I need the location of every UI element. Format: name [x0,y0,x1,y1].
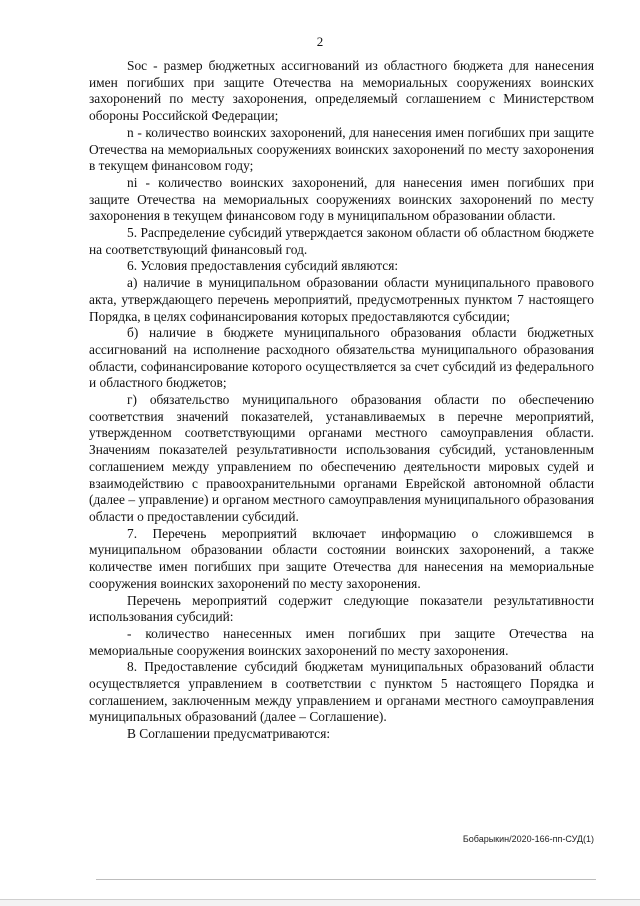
paragraph-soc-definition: Soc - размер бюджетных ассигнований из областного бюджета для нанесения имен погибших при защите Отечества на мемориальных сооружениях воинских захоронений по месту захоронения, определяемый соглашением с Министерством обороны Российской Федерации; [89,58,594,124]
paragraph-item-6g: г) обязательство муниципального образования области по обеспечению соответствия значений показателей, устанавливаемых в перечне мероприятий, утвержденном соответствующими органами местного самоуправления области. Значениям показателей результативности использования субсидий, установленным соглашением между управлением по обеспечению деятельности мировых судей и взаимодействию с правоохранительными органами Еврейской автономной области (далее – управление) и органом местного самоуправления муниципального образования области о предоставлении субсидий. [89,392,594,524]
paragraph-item-8: 8. Предоставление субсидий бюджетам муниципальных образований области осуществляется управлением в соответствии с пунктом 5 настоящего Порядка и соглашением, заключенным между управлением и органами местного самоуправления муниципальных образований (далее – Соглашение). [89,659,594,725]
scan-divider [96,879,596,880]
paragraph-item-7: 7. Перечень мероприятий включает информацию о сложившемся в муниципальном образовании области состоянии воинских захоронений, а также количестве имен погибших при защите Отечества для нанесения на мемориальные сооружения воинских захоронений по месту захоронения. [89,525,594,591]
paragraph-item-6b: б) наличие в бюджете муниципального образования области бюджетных ассигнований на исполнение расходного обязательства муниципального образования области, софинансирование которого осуществляется за счет субсидий из федерального и областного бюджетов; [89,325,594,391]
paragraph-agreement-provisions: В Соглашении предусматриваются: [127,726,331,742]
document-body [89,58,594,743]
document-code: Бобарыкин/2020-166-пп-СУД(1) [462,834,594,844]
paragraph-item-6a: а) наличие в муниципальном образовании области муниципального правового акта, утверждающего перечень мероприятий, предусмотренных пунктом 7 настоящего Порядка, в целях софинансирования которых предоставляются субсидии; [89,275,594,324]
paragraph-item-6: 6. Условия предоставления субсидий являются: [127,258,399,274]
paragraph-indicator-item: - количество нанесенных имен погибших при защите Отечества на мемориальные сооружения воинских захоронений по месту захоронения. [89,625,594,658]
paragraph-item-5: 5. Распределение субсидий утверждается законом области об областном бюджете на соответствующий финансовый год. [89,225,594,257]
page-number: 2 [316,34,324,49]
paragraph-n-definition: n - количество воинских захоронений, для нанесения имен погибших при защите Отечества на мемориальных сооружениях воинских захоронений по месту захоронения в текущем финансовом году; [89,124,594,174]
paragraph-ni-definition: ni - количество воинских захоронений, для нанесения имен погибших при защите Отечества на мемориальных сооружениях воинских захоронений по месту захоронения в текущем финансовом году в муниципальном образовании области. [89,174,594,224]
paragraph-indicators: Перечень мероприятий содержит следующие показатели результативности использования субсидий: [89,592,594,625]
